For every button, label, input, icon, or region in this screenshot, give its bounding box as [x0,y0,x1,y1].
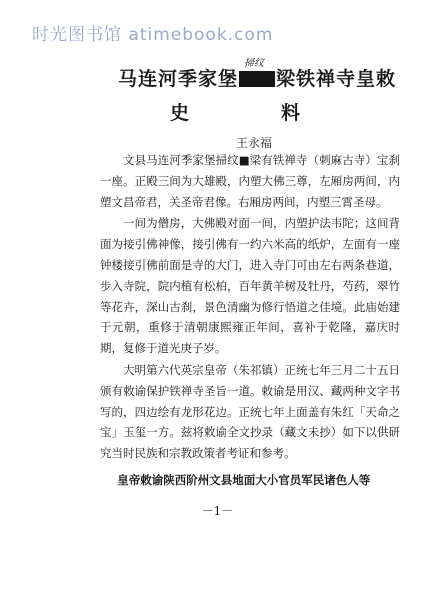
paragraph: 大明第六代英宗皇帝（朱祁镇）正统七年三月二十五日颁有敕谕保护铁禅寺圣旨一道。敕谕是用汉、藏两种文字书写的，四边绘有龙形花边。正统七年上面盖有朱红「天命之宝」玉玺一方。兹将敕谕全文抄录（藏文未抄）如下以供研究当时民族和宗教政策者考证和参考。 [100,362,400,461]
paragraph: 一间为僧房，大佛殿对面一间，内塑护法韦陀；这间背面为接引佛神像，接引佛有一约六米高的纸炉，左面有一座钟楼接引佛前面是寺的大门，进入寺门可由左右两条巷道，步入寺院，院内植有松柏，百年黄羊树及牡丹，芍药，翠竹等花卉，深山古刹，景色清幽为修行悟道之佳境。此庙始建于元朝，重修于清朝康熙雍正年间，喜补于乾隆，嘉庆时期，复修于道光庚子岁。 [100,216,400,356]
paragraph: 文县马连河季家堡掃纹■梁有铁禅寺（刺麻古寺）宝刹一座。正殿三间为大雄殿，内塑大佛三尊，左厢房两间，内塑文昌帝君，关圣帝君像。右厢房两间，内塑三霄圣母。 [100,153,400,209]
page-number: －1－ [201,504,234,518]
author-name: 王永福 [236,136,273,150]
body-text [100,150,400,492]
title-left: 马连河季家堡 [118,68,239,90]
handwritten-annotation: 掃纹 [244,58,264,69]
subtitle-left: 史 [170,102,190,124]
title-right: 梁铁禅寺皇敕 [276,68,397,90]
subtitle-right: 料 [280,102,300,124]
edict-addressee: 皇帝敕谕陕西阶州文县地面大小官员军民诸色人等 [117,472,371,487]
redaction-block [239,71,275,87]
watermark: 时光图书馆 atimebook.com [32,25,274,45]
document-subtitle [170,98,300,125]
